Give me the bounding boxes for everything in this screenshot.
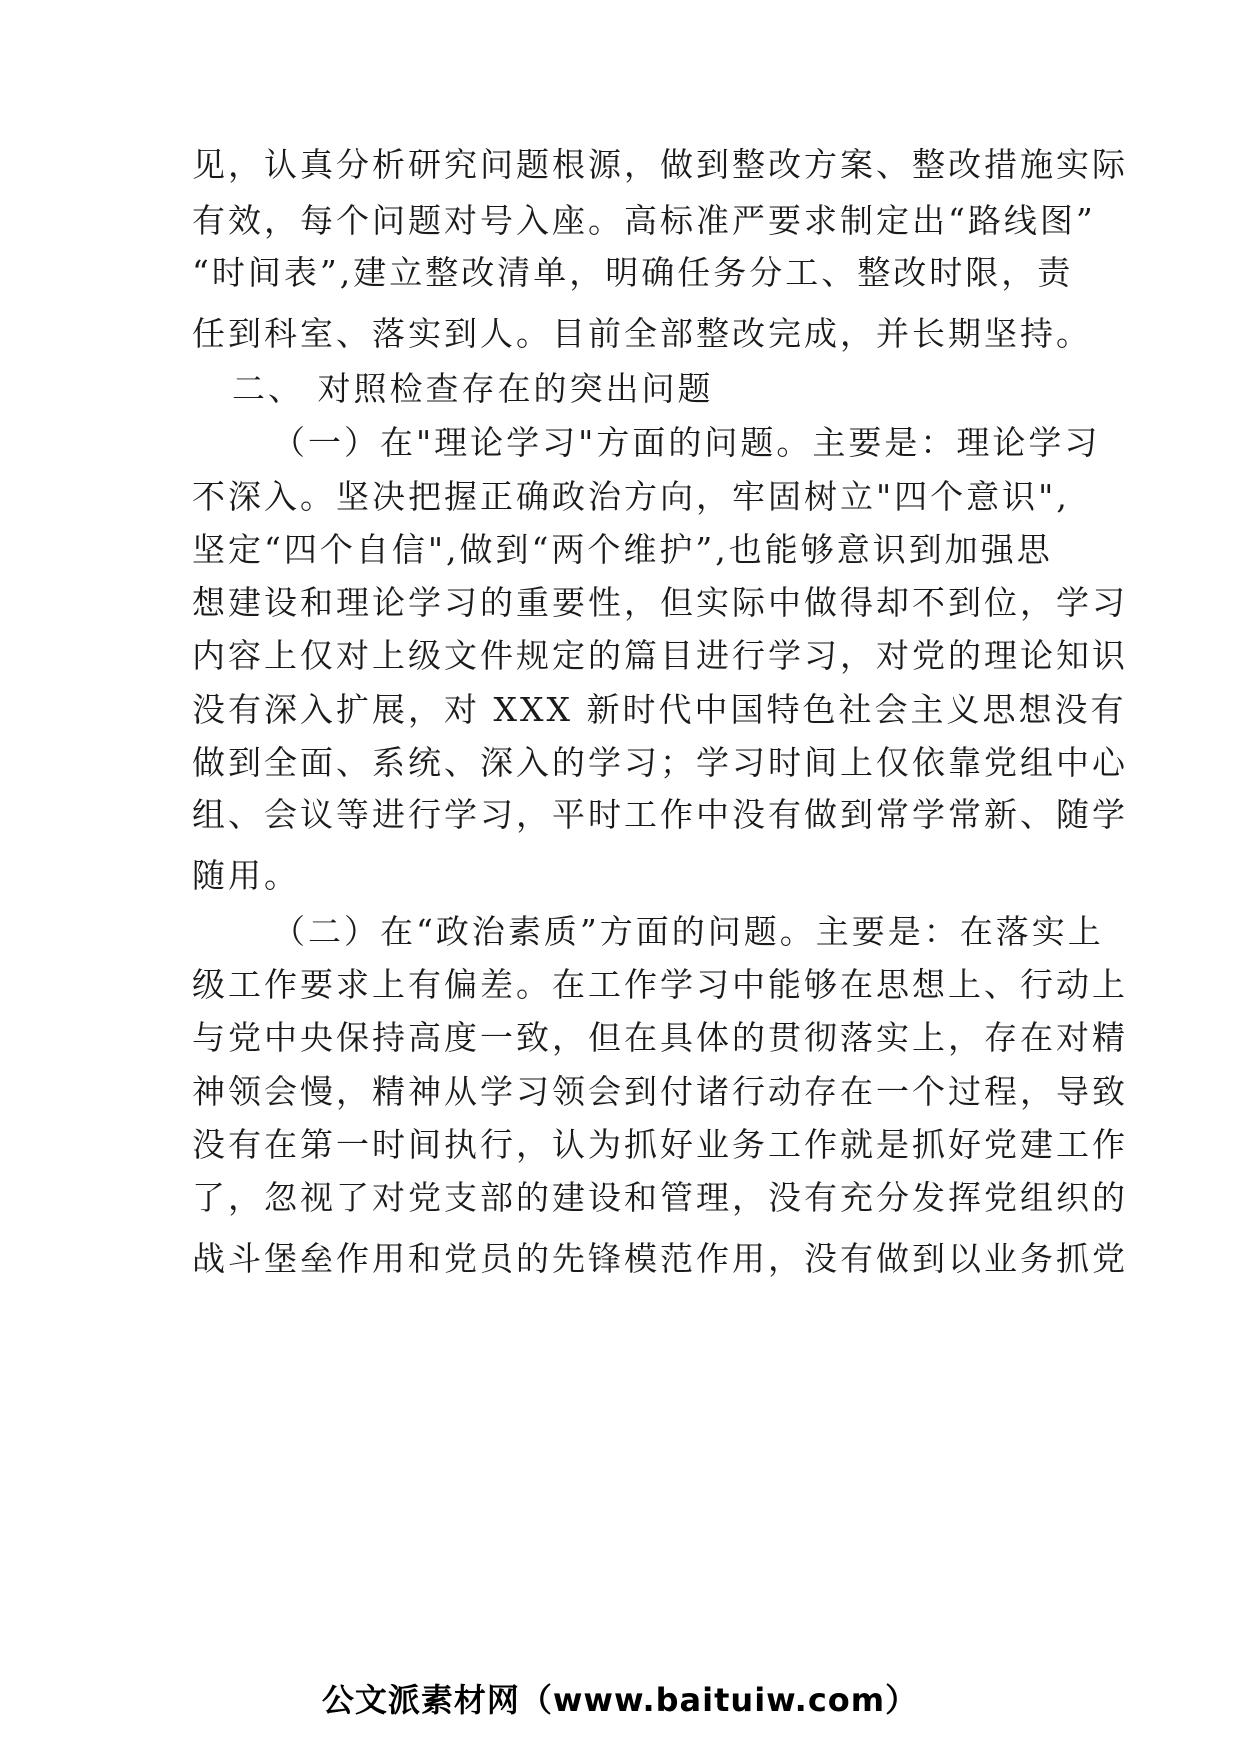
paragraph-line: 不深入。坚决把握正确政治方向，牢固树立"四个意识", xyxy=(192,477,1070,516)
paragraph-line: 没有深入扩展，对 XXX 新时代中国特色社会主义思想没有 xyxy=(192,690,1127,729)
paragraph-line: 没有在第一时间执行，认为抓好业务工作就是抓好党建工作 xyxy=(192,1125,1128,1164)
paragraph-line: 想建设和理论学习的重要性，但实际中做得却不到位，学习 xyxy=(192,583,1128,622)
paragraph-line: （一）在"理论学习"方面的问题。主要是：理论学习 xyxy=(272,423,1101,462)
paragraph-line: 见，认真分析研究问题根源，做到整改方案、整改措施实际 xyxy=(192,145,1128,184)
paragraph-line: “时间表”,建立整改清单，明确任务分工、整改时限，责 xyxy=(192,253,1074,292)
paragraph-line: 组、会议等进行学习，平时工作中没有做到常学常新、随学 xyxy=(192,795,1128,834)
footer-watermark: 公文派素材网（www.baituiw.com） xyxy=(321,1681,919,1719)
paragraph-line: 任到科室、落实到人。目前全部整改完成，并长期坚持。 xyxy=(192,314,1092,353)
paragraph-line: 战斗堡垒作用和党员的先锋模范作用，没有做到以业务抓党 xyxy=(192,1239,1128,1278)
paragraph-line: 随用。 xyxy=(192,856,300,895)
paragraph-line: 级工作要求上有偏差。在工作学习中能够在思想上、行动上 xyxy=(192,965,1128,1004)
paragraph-line: 内容上仅对上级文件规定的篇目进行学习，对党的理论知识 xyxy=(192,636,1128,675)
section-heading: 二、 对照检查存在的突出问题 xyxy=(232,369,714,408)
paragraph-line: 了，忽视了对党支部的建设和管理，没有充分发挥党组织的 xyxy=(192,1178,1128,1217)
paragraph-line: 坚定“四个自信",做到“两个维护”,也能够意识到加强思 xyxy=(192,530,1053,569)
paragraph-line: 神领会慢，精神从学习领会到付诸行动存在一个过程，导致 xyxy=(192,1072,1128,1111)
paragraph-line: 做到全面、系统、深入的学习；学习时间上仅依靠党组中心 xyxy=(192,743,1128,782)
paragraph-line: 有效，每个问题对号入座。高标准严要求制定出“路线图” xyxy=(192,201,1096,240)
paragraph-line: （二）在“政治素质”方面的问题。主要是：在落实上 xyxy=(272,912,1104,951)
paragraph-line: 与党中央保持高度一致，但在具体的贯彻落实上，存在对精 xyxy=(192,1018,1128,1057)
